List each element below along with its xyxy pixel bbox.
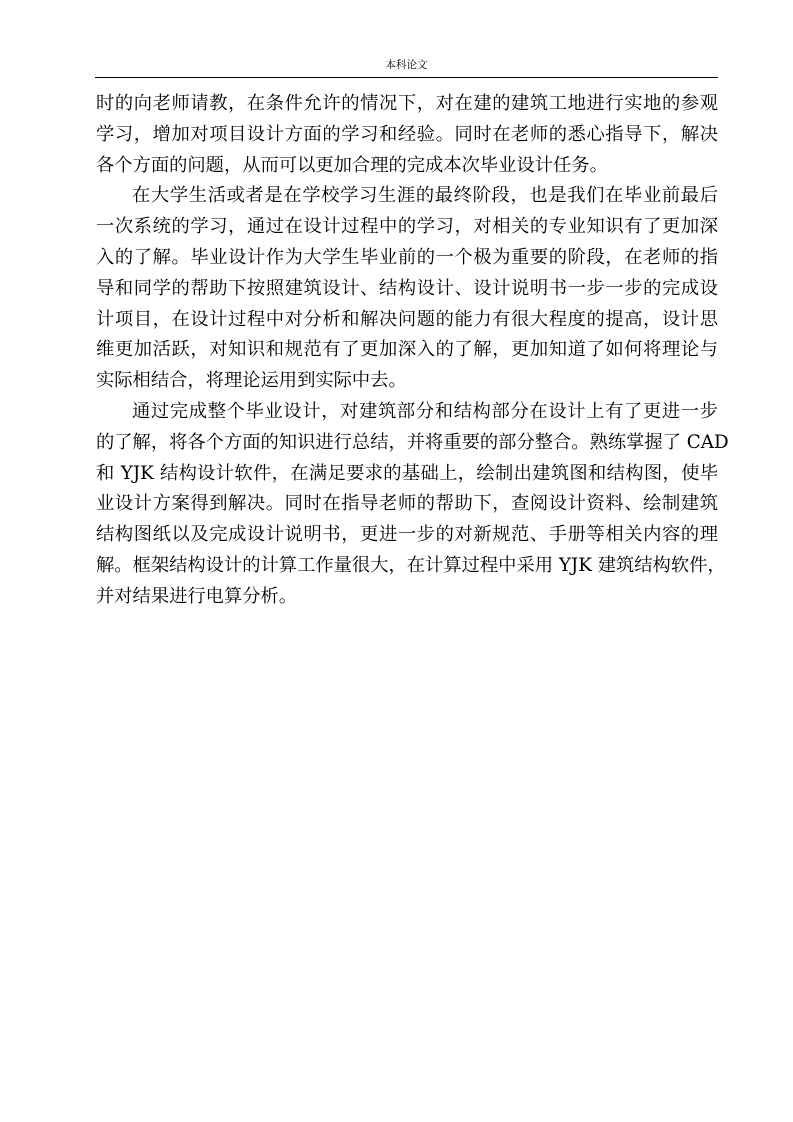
text-line: 入的了解。毕业设计作为大学生毕业前的一个极为重要的阶段，在老师的指 — [96, 246, 718, 268]
paragraph — [96, 397, 729, 613]
text-line: 解。框架结构设计的计算工作量很大，在计算过程中采用 YJK 建筑结构软件， — [96, 554, 726, 576]
page-header — [95, 58, 718, 78]
text-line: 实际相结合，将理论运用到实际中去。 — [96, 370, 407, 392]
text-line: 各个方面的问题，从而可以更加合理的完成本次毕业设计任务。 — [96, 154, 608, 176]
paragraph — [96, 89, 718, 181]
text-line: 学习，增加对项目设计方面的学习和经验。同时在老师的悉心指导下，解决 — [96, 123, 718, 145]
document-body — [96, 89, 729, 613]
header-title: 本科论文 — [385, 59, 428, 71]
text-line: 并对结果进行电算分析。 — [96, 585, 298, 607]
text-line: 计项目，在设计过程中对分析和解决问题的能力有很大程度的提高，设计思 — [96, 308, 718, 330]
text-line: 维更加活跃，对知识和规范有了更加深入的了解，更加知道了如何将理论与 — [96, 339, 718, 361]
text-line: 一次系统的学习，通过在设计过程中的学习，对相关的专业知识有了更加深 — [96, 216, 718, 238]
paragraph — [96, 181, 718, 397]
text-line: 和 YJK 结构设计软件，在满足要求的基础上，绘制出建筑图和结构图，使毕 — [96, 462, 718, 484]
text-line: 的了解，将各个方面的知识进行总结，并将重要的部分整合。熟练掌握了 CAD — [96, 431, 729, 453]
text-line: 在大学生活或者是在学校学习生涯的最终阶段，也是我们在毕业前最后 — [132, 185, 718, 207]
text-line: 通过完成整个毕业设计，对建筑部分和结构部分在设计上有了更进一步 — [132, 400, 718, 422]
text-line: 结构图纸以及完成设计说明书，更进一步的对新规范、手册等相关内容的理 — [96, 524, 718, 546]
text-line: 业设计方案得到解决。同时在指导老师的帮助下，查阅设计资料、绘制建筑 — [96, 493, 718, 515]
text-line: 时的向老师请教，在条件允许的情况下，对在建的建筑工地进行实地的参观 — [96, 93, 718, 114]
text-line: 导和同学的帮助下按照建筑设计、结构设计、设计说明书一步一步的完成设 — [96, 277, 718, 299]
